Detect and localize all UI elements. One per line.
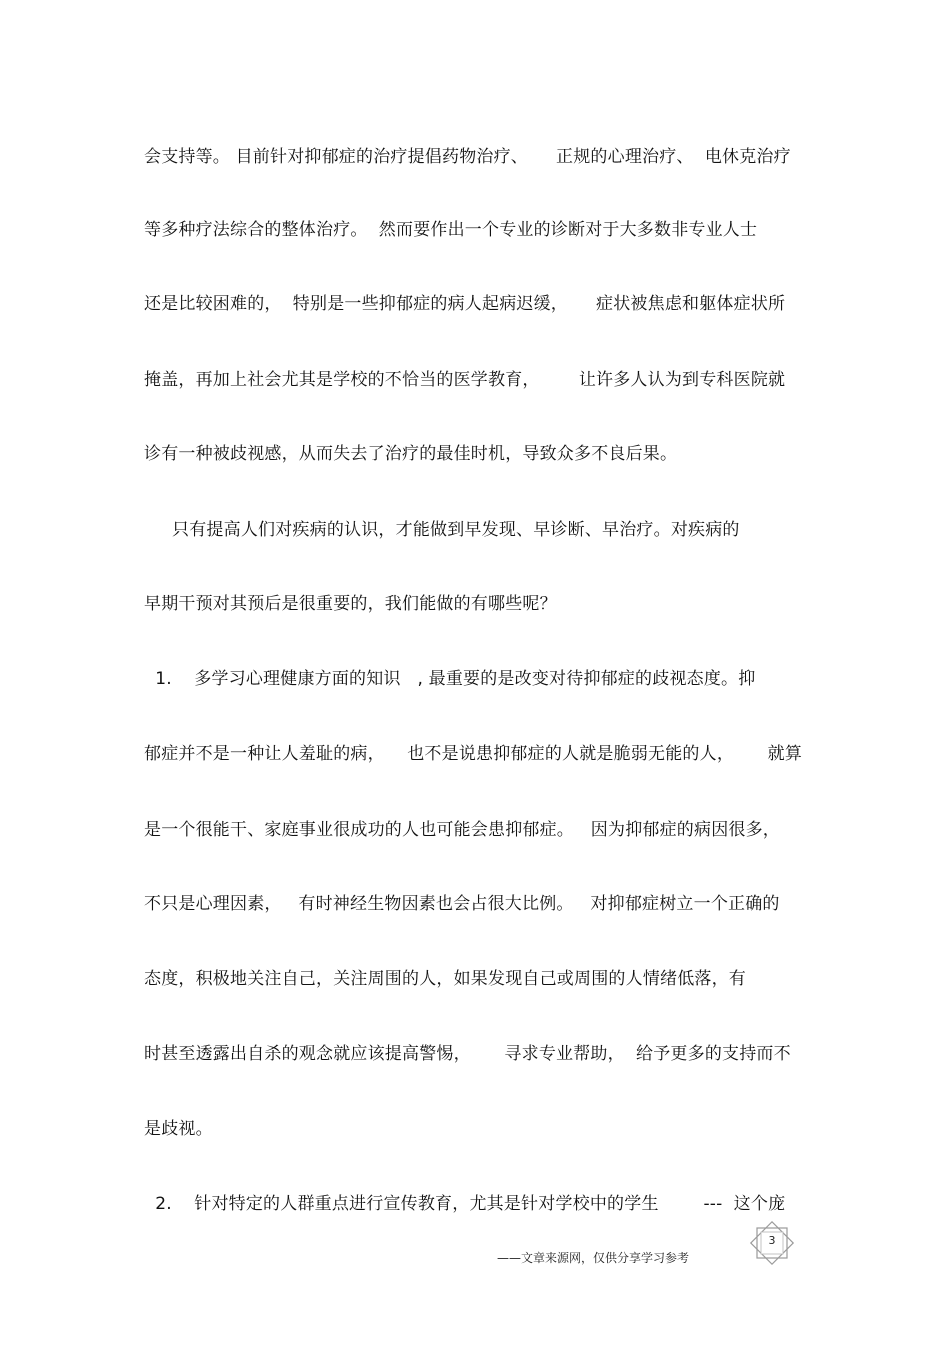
body-line: 是歧视。 bbox=[144, 1119, 213, 1139]
body-line: 不只是心理因素， 有时神经生物因素也会占很大比例。 对抑郁症树立一个正确的 bbox=[144, 894, 780, 914]
body-line: 诊有一种被歧视感，从而失去了治疗的最佳时机，导致众多不良后果。 bbox=[144, 444, 678, 464]
body-line: 时甚至透露出自杀的观念就应该提高警惕， 寻求专业帮助， 给予更多的支持而不 bbox=[144, 1044, 791, 1064]
body-line: 会支持等。 目前针对抑郁症的治疗提倡药物治疗、 正规的心理治疗、 电休克治疗 bbox=[144, 147, 791, 167]
body-line: 是一个很能干、家庭事业很成功的人也可能会患抑郁症。 因为抑郁症的病因很多， bbox=[144, 820, 781, 840]
page-number: 3 bbox=[768, 1234, 776, 1247]
body-line: 郁症并不是一种让人羞耻的病， 也不是说患抑郁症的人就是脆弱无能的人， 就算 bbox=[144, 744, 803, 764]
body-line: 掩盖，再加上社会尤其是学校的不恰当的医学教育， 让许多人认为到专科医院就 bbox=[144, 370, 786, 390]
paragraph-line: 只有提高人们对疾病的认识，才能做到早发现、早诊断、早治疗。对疾病的 bbox=[144, 520, 740, 540]
page-number-badge bbox=[747, 1218, 797, 1268]
body-line: 还是比较困难的， 特别是一些抑郁症的病人起病迟缓， 症状被焦虑和躯体症状所 bbox=[144, 294, 786, 314]
body-line: 等多种疗法综合的整体治疗。 然而要作出一个专业的诊断对于大多数非专业人士 bbox=[144, 220, 758, 240]
body-line: 早期干预对其预后是很重要的，我们能做的有哪些呢？ bbox=[144, 594, 557, 614]
footer-source-note: ——文章来源网，仅供分享学习参考 bbox=[497, 1251, 690, 1265]
list-item-line: 1. 多学习心理健康方面的知识 , 最重要的是改变对待抑郁症的歧视态度。抑 bbox=[144, 669, 756, 689]
list-item-line: 2. 针对特定的人群重点进行宣传教育，尤其是针对学校中的学生 --- 这个庞 bbox=[144, 1194, 786, 1214]
body-line: 态度，积极地关注自己，关注周围的人，如果发现自己或周围的人情绪低落，有 bbox=[144, 969, 746, 989]
